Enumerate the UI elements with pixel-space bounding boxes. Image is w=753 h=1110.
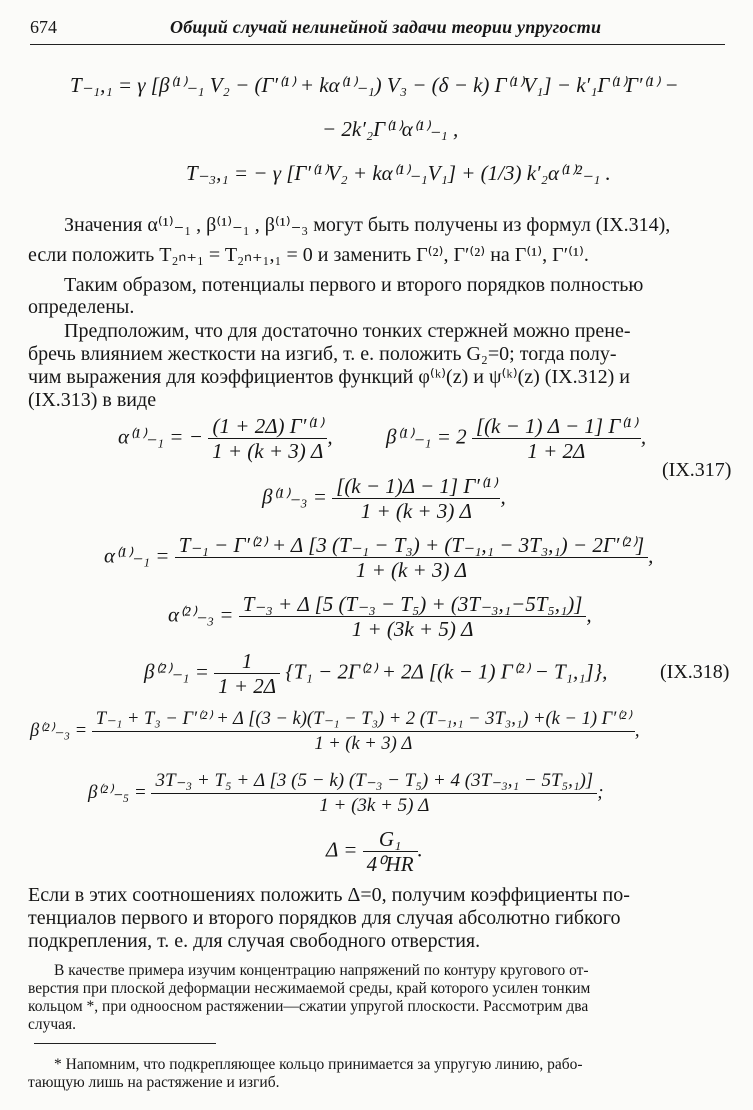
alpha21-comma: , [648, 543, 654, 568]
paragraph-3-line-1: Предположим, что для достаточно тонких стержней можно прене- [64, 320, 631, 342]
beta3-fraction [332, 474, 500, 523]
beta21-denominator: 1 + 2Δ [218, 674, 277, 698]
equation-t-minus3-1: T₋₃,₁ = − γ [Γ′⁽¹⁾V₂ + kα⁽¹⁾₋₁V₁] + (1/3) k′₂α⁽¹⁾²₋₁ . [186, 161, 611, 185]
small-print-line-3: кольцом *, при одноосном растяжении—сжатии упругой плоскости. Рассмотрим два [28, 998, 589, 1015]
header-rule [30, 44, 725, 45]
delta-denominator: 4⁰HR [366, 852, 414, 876]
alpha23-lhs: α⁽²⁾₋₃ = [168, 602, 234, 627]
paragraph-3-line-4: (IX.313) в виде [28, 389, 157, 411]
beta25-semicolon: ; [597, 781, 604, 803]
beta25-denominator: 1 + (3k + 5) Δ [319, 795, 430, 816]
page-header [30, 17, 725, 43]
beta1-comma: , [640, 424, 647, 449]
equation-t-minus1-1-line1: T₋₁,₁ = γ [β⁽¹⁾₋₁ V₂ − (Γ′⁽¹⁾ + kα⁽¹⁾₋₁) V₃ − (δ − k) Γ⁽¹⁾V₁] − k′₁Γ⁽¹⁾Γ′⁽¹⁾ − [70, 73, 679, 97]
beta21-fraction [214, 649, 280, 698]
beta3-numerator: [(k − 1)Δ − 1] Γ′⁽¹⁾ [332, 474, 500, 499]
equation-beta2-minus3 [30, 707, 640, 756]
equation-alpha1-minus1 [118, 414, 333, 463]
beta25-numerator: 3T₋₃ + T₅ + Δ [3 (5 − k) (T₋₃ − T₅) + 4 (3T₋₃,₁ − 5T₅,₁)] [151, 769, 597, 794]
alpha21-fraction [175, 533, 648, 582]
beta25-lhs: β⁽²⁾₋₅ = [88, 781, 147, 803]
delta-lhs: Δ = [326, 837, 358, 862]
beta1-numerator: [(k − 1) Δ − 1] Γ⁽¹⁾ [472, 414, 641, 439]
delta-period: . [417, 837, 423, 862]
footnote-rule [34, 1043, 216, 1044]
beta25-fraction [151, 769, 597, 818]
alpha1-lhs: α⁽¹⁾₋₁ = − [118, 424, 203, 449]
beta3-denominator: 1 + (k + 3) Δ [360, 499, 472, 523]
paragraph-2-line-1: Таким образом, потенциалы первого и второго порядков полностью [64, 274, 644, 296]
delta-numerator: G₁ [363, 827, 418, 852]
alpha23-comma: , [586, 602, 592, 627]
beta1-denominator: 1 + 2Δ [527, 439, 586, 463]
paragraph-3-line-2: бречь влиянием жесткости на изгиб, т. е. положить G₂=0; тогда полу- [28, 343, 617, 365]
beta21-lhs: β⁽²⁾₋₁ = [144, 659, 209, 684]
equation-number-317: (IX.317) [662, 459, 732, 481]
equation-beta2-minus5 [88, 769, 604, 818]
alpha21-lhs: α⁽¹⁾₋₁ = [104, 543, 170, 568]
footnote-line-2: тающую лишь на растяжение и изгиб. [28, 1074, 280, 1091]
beta21-numerator: 1 [214, 649, 280, 674]
equation-alpha2-minus1 [104, 533, 653, 582]
small-print-line-1: В качестве примера изучим концентрацию напряжений по контуру кругового от- [54, 962, 589, 979]
alpha1-numerator: (1 + 2Δ) Γ′⁽¹⁾ [208, 414, 327, 439]
paragraph-3-line-3: чим выражения для коэффициентов функций φ⁽ᵏ⁾(z) и ψ⁽ᵏ⁾(z) (IX.312) и [28, 366, 630, 388]
small-print-line-4: случая. [28, 1016, 77, 1033]
alpha21-denominator: 1 + (k + 3) Δ [355, 558, 468, 582]
equation-beta2-minus1 [144, 649, 607, 698]
delta-fraction [363, 827, 418, 876]
beta3-lhs: β⁽¹⁾₋₃ = [262, 484, 327, 509]
alpha1-denominator: 1 + (k + 3) Δ [212, 439, 324, 463]
paragraph-4-line-2: тенциалов первого и второго порядков для случая абсолютно гибкого [28, 907, 621, 929]
equation-delta [326, 827, 423, 876]
alpha1-comma: , [327, 424, 333, 449]
paragraph-1-line-1: Значения α⁽¹⁾₋₁ , β⁽¹⁾₋₁ , β⁽¹⁾₋₃ могут быть получены из формул (IX.314), [64, 214, 671, 236]
alpha23-denominator: 1 + (3k + 5) Δ [351, 617, 474, 641]
beta21-rhs: {T₁ − 2Γ⁽²⁾ + 2Δ [(k − 1) Γ⁽²⁾ − T₁,₁]}, [285, 659, 608, 684]
paragraph-2-line-2: определены. [28, 296, 135, 318]
small-print-line-2: верстия при плоской деформации несжимаемой среды, край которого усилен тонким [28, 980, 591, 997]
alpha23-numerator: T₋₃ + Δ [5 (T₋₃ − T₅) + (3T₋₃,₁−5T₅,₁)] [239, 592, 587, 617]
paragraph-4-line-1: Если в этих соотношениях положить Δ=0, получим коэффициенты по- [28, 884, 630, 906]
footnote-line-1: * Напомним, что подкрепляющее кольцо принимается за упругую линию, рабо- [54, 1056, 583, 1073]
beta1-lhs: β⁽¹⁾₋₁ = 2 [386, 424, 467, 449]
alpha1-fraction [208, 414, 327, 463]
beta23-denominator: 1 + (k + 3) Δ [314, 734, 413, 754]
alpha23-fraction [239, 592, 587, 641]
alpha21-numerator: T₋₁ − Γ′⁽²⁾ + Δ [3 (T₋₁ − T₃) + (T₋₁,₁ − 3T₃,₁) − 2Γ′⁽²⁾] [175, 533, 648, 558]
equation-t-minus1-1-line2: − 2k′₂Γ⁽¹⁾α⁽¹⁾₋₁ , [322, 117, 459, 141]
paragraph-1-line-2: если положить T₂ₙ₊₁ = T₂ₙ₊₁,₁ = 0 и заменить Γ⁽²⁾, Γ′⁽²⁾ на Γ⁽¹⁾, Γ′⁽¹⁾. [28, 244, 589, 266]
beta1-fraction [472, 414, 641, 463]
page-number: 674 [30, 17, 57, 37]
beta3-comma: , [500, 484, 506, 509]
running-title: Общий случай нелинейной задачи теории упругости [170, 17, 602, 37]
beta23-lhs: β⁽²⁾₋₃ = [30, 720, 88, 741]
equation-number-318: (IX.318) [660, 661, 730, 683]
equation-beta1-minus3 [262, 474, 506, 523]
equation-alpha2-minus3 [168, 592, 592, 641]
paragraph-4-line-3: подкрепления, т. е. для случая свободного отверстия. [28, 930, 481, 952]
beta23-comma: , [634, 720, 640, 741]
beta23-fraction [92, 707, 635, 756]
beta23-numerator: T₋₁ + T₃ − Γ′⁽²⁾ + Δ [(3 − k)(T₋₁ − T₃) + 2 (T₋₁,₁ − 3T₃,₁) +(k − 1) Γ′⁽²⁾ [92, 707, 635, 732]
equation-beta1-minus1 [386, 414, 646, 463]
